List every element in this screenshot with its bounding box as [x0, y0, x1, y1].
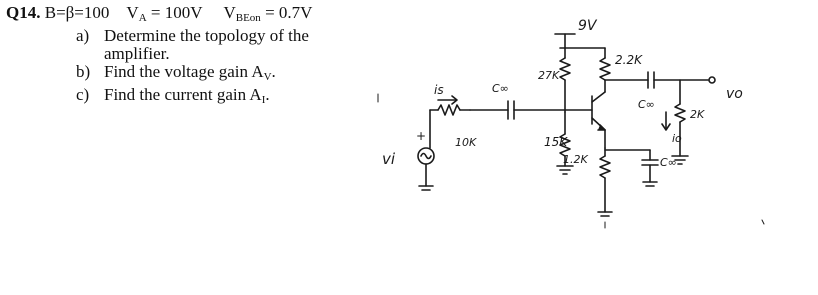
bjt-transistor	[565, 92, 605, 148]
item-letter: a)	[76, 26, 90, 45]
output-coupling	[605, 72, 715, 88]
question-item-a	[76, 27, 356, 63]
rb1-resistor	[560, 48, 570, 112]
vbe-subscript: BEon	[235, 12, 261, 24]
io-label: io	[672, 132, 682, 145]
circuit-diagram	[360, 0, 818, 295]
ce-label: C∞	[660, 156, 677, 169]
vbe-symbol: V	[223, 3, 236, 22]
re-resistor	[598, 148, 612, 216]
supply-rail	[555, 34, 605, 48]
vo-label: vo	[726, 86, 743, 102]
source-plus-label: +	[416, 129, 427, 143]
vi-label: vi	[382, 150, 396, 168]
vbe-value: = 0.7V	[265, 3, 313, 22]
rb1-label: 27K	[538, 69, 560, 82]
item-letter: c)	[76, 85, 90, 104]
rs-resistor	[430, 96, 470, 115]
is-label: is	[434, 83, 444, 97]
item-text: Find the voltage gain $A_V$.	[104, 62, 276, 83]
rc-label: 2.2K	[615, 53, 642, 67]
question-number: Q14.	[6, 3, 41, 22]
question-header	[6, 4, 356, 27]
question-item-c	[76, 86, 356, 109]
rb2-label: 15K	[544, 135, 568, 149]
cin-capacitor	[470, 101, 565, 119]
ce-capacitor	[605, 150, 658, 186]
item-text: Determine the topology of the amplifier.	[104, 26, 309, 63]
rs-label: 10K	[455, 136, 477, 149]
question-block	[6, 4, 356, 109]
rc-resistor	[600, 48, 610, 92]
stray-mark	[762, 220, 764, 224]
beta-spec: B=β=100	[44, 3, 110, 22]
rl-resistor	[662, 80, 688, 164]
cout-label: C∞	[638, 98, 655, 111]
item-letter: b)	[76, 62, 91, 81]
supply-voltage-label: 9V	[578, 18, 597, 34]
re-label: 1.2K	[563, 153, 588, 166]
vi-source	[418, 110, 434, 190]
va-value: = 100V	[150, 3, 203, 22]
va-subscript: A	[138, 12, 147, 24]
va-symbol: V	[126, 3, 139, 22]
question-item-b	[76, 63, 356, 86]
rl-label: 2K	[690, 108, 705, 121]
item-text: Find the current gain $A_I$.	[104, 85, 270, 106]
cin-label: C∞	[492, 82, 509, 95]
